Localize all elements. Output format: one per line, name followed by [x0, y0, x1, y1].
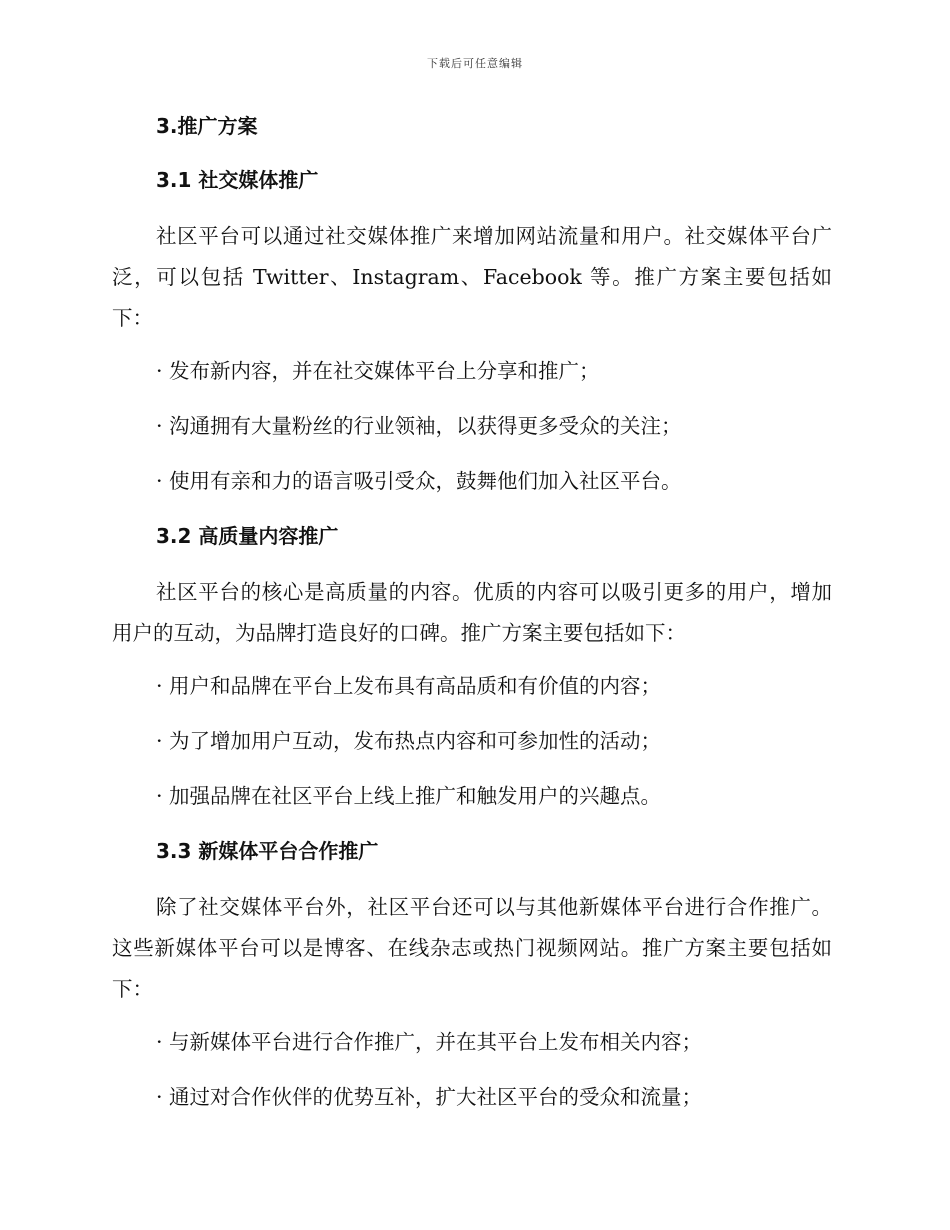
- bullet-item: · 发布新内容，并在社交媒体平台上分享和推广；: [156, 359, 600, 383]
- section-title: 3.推广方案: [156, 114, 258, 138]
- paragraph-quality-content: 社区平台的核心是高质量的内容。优质的内容可以吸引更多的用户，增加用户的互动，为品牌打造良好的口碑。推广方案主要包括如下：: [112, 580, 832, 645]
- bullet-item: · 为了增加用户互动，发布热点内容和可参加性的活动；: [156, 729, 662, 753]
- bullet-item: · 与新媒体平台进行合作推广，并在其平台上发布相关内容；: [156, 1030, 703, 1054]
- bullet-item: · 通过对合作伙伴的优势互补，扩大社区平台的受众和流量；: [156, 1085, 703, 1109]
- subsection-title-quality-content: 3.2 高质量内容推广: [156, 524, 339, 548]
- subsection-title-new-media: 3.3 新媒体平台合作推广: [156, 839, 379, 863]
- bullet-item: · 加强品牌在社区平台上线上推广和触发用户的兴趣点。: [156, 784, 662, 808]
- subsection-title-social-media: 3.1 社交媒体推广: [156, 168, 319, 192]
- bullet-item: · 用户和品牌在平台上发布具有高品质和有价值的内容；: [156, 674, 662, 698]
- bullet-item: · 使用有亲和力的语言吸引受众，鼓舞他们加入社区平台。: [156, 469, 682, 493]
- paragraph-new-media: 除了社交媒体平台外，社区平台还可以与其他新媒体平台进行合作推广。这些新媒体平台可以是博客、在线杂志或热门视频网站。推广方案主要包括如下：: [112, 895, 832, 1001]
- header-note: 下载后可任意编辑: [427, 57, 523, 70]
- paragraph-social-media: 社区平台可以通过社交媒体推广来增加网站流量和用户。社交媒体平台广泛，可以包括 Twitter、Instagram、Facebook 等。推广方案主要包括如下：: [112, 224, 832, 330]
- bullet-item: · 沟通拥有大量粉丝的行业领袖，以获得更多受众的关注；: [156, 414, 682, 438]
- document-body: [112, 108, 832, 1134]
